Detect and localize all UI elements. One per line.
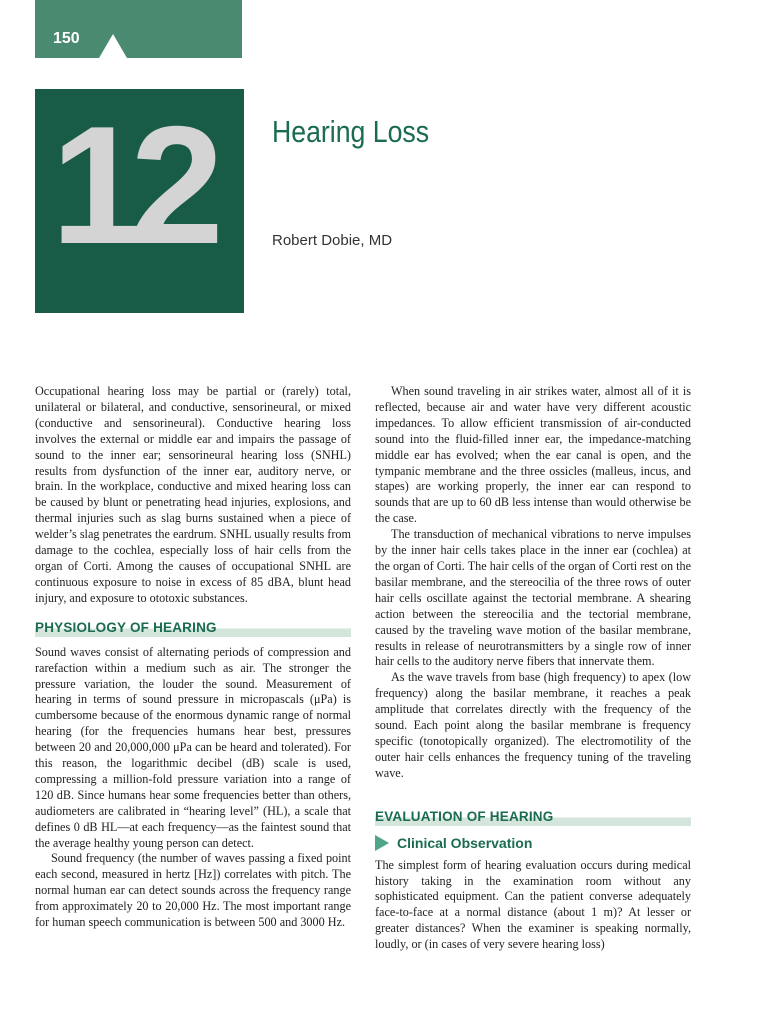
tab-notch-icon xyxy=(99,34,127,58)
intro-paragraph: Occupational hearing loss may be partial or (rarely) total, unilateral or bilateral, and conductive, sensorineural, or mixed (conductive and sensorineural). Conductive hearing loss involves the external or middle ear and impairs the passage of sound to the inner ear; sensorineural hearing loss (SNHL) results from dysfunction of the inner ear, auditory nerve, or brain. In the workplace, conductive and mixed hearing loss can be caused by blunt or penetrating head injuries, explosions, and thermal injuries such as slag burns sustained when a piece of welder’s slag penetrates the eardrum. SNHL usually results from damage to the cochlea, especially loss of hair cells from the organ of Corti. Among the causes of occupational SNHL are continuous exposure to noise in excess of 85 dBA, blunt head injury, and exposure to ototoxic substances. xyxy=(35,384,351,605)
subsection-heading-label: Clinical Observation xyxy=(397,834,533,851)
arrow-right-icon xyxy=(375,835,389,851)
right-column xyxy=(375,384,691,953)
section-heading-physiology: PHYSIOLOGY OF HEARING xyxy=(35,617,351,637)
chapter-number: 12 xyxy=(51,91,210,279)
body-paragraph-4: The simplest form of hearing evaluation occurs during medical history taking in the examination room without any sophisticated equipment. Can the patient converse adequately face-to-face at a normal distance (about 1 m)? At lesser or greater distances? When the examiner is speaking normally, loudly, or (in cases of very severe hearing loss) xyxy=(375,857,691,952)
left-column xyxy=(35,384,351,931)
body-paragraph-3: As the wave travels from base (high frequency) to apex (low frequency) along the basilar membrane, it reaches a peak amplitude that correlates directly with the frequency of the sound. Each point along the basilar membrane is frequency specific (tonotopically organized). The electromotility of the outer hair cells enhances the frequency tuning of the traveling wave. xyxy=(375,670,691,780)
page-number-tab xyxy=(35,0,242,58)
physiology-paragraph-2: Sound frequency (the number of waves passing a fixed point each second, measured in hertz [Hz]) correlates with pitch. The normal human ear can detect sounds across the frequency range from approximately 20 to 20,000 Hz. The most important range for human speech communication is between 500 and 3000 Hz. xyxy=(35,851,351,930)
body-paragraph-1: When sound traveling in air strikes water, almost all of it is reflected, because air and water have very different acoustic impedances. To allow efficient transmission of air-conducted sound into the fluid-filled inner ear, the impedance-matching middle ear has evolved; when the ear canal is open, and the tympanic membrane and the three ossicles (malleus, incus, and stapes) are working properly, the inner ear can respond to sounds that are up to 60 dB less intense than would otherwise be the case. xyxy=(375,384,691,526)
chapter-number-block xyxy=(35,89,244,313)
page-number: 150 xyxy=(53,30,80,47)
subsection-heading xyxy=(375,834,691,852)
chapter-author: Robert Dobie, MD xyxy=(272,232,393,249)
chapter-title: Hearing Loss xyxy=(272,114,430,149)
section-heading-evaluation: EVALUATION OF HEARING xyxy=(375,806,691,826)
body-paragraph-2: The transduction of mechanical vibrations to nerve impulses by the inner hair cells takes place in the inner ear (cochlea) at the organ of Corti. The hair cells of the organ of Corti rest on the basilar membrane, and the stereocilia of the three rows of outer hair cells oscillate against the tectorial membrane. A shearing action between the stereocilia and the tectorial membrane, caused by the traveling wave motion of the basilar membrane, results in release of neurotransmitters by a single row of inner hair cells to the auditory nerve fibers that innervate them. xyxy=(375,527,691,669)
physiology-paragraph-1: Sound waves consist of alternating periods of compression and rarefaction within a medium such as air. The stronger the pressure variation, the louder the sound. Measurement of hearing in terms of sound pressure in micropascals (μPa) is cumbersome because of the enormous dynamic range of normal hearing (for the frequencies humans hear best, pressures between 20 and 20,000,000 μPa can be heard and tolerated). For this reason, the logarithmic decibel (dB) scale is used, compressing a million-fold pressure variation into a range of 120 dB. Since humans hear some frequencies better than others, audiometers are calibrated in “hearing level” (HL), a scale that defines 0 dB HL—at each frequency—as the faintest sound that the average healthy young person can detect. xyxy=(35,644,351,850)
